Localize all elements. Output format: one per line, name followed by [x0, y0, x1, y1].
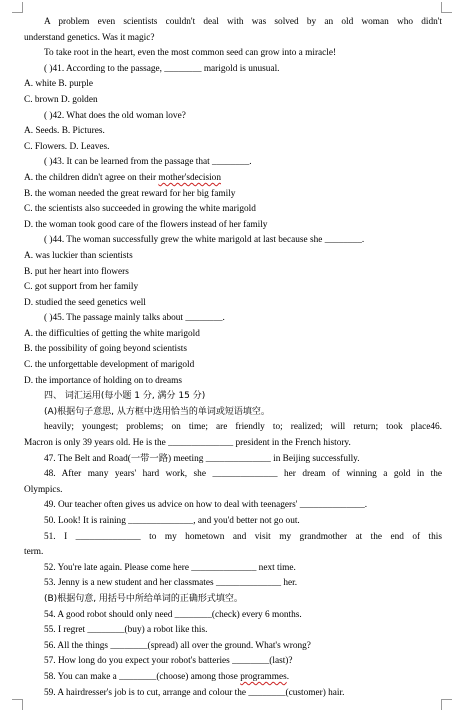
text-line: A. white B. purple	[24, 79, 93, 90]
text-line: A. the difficulties of getting the white marigold	[24, 328, 200, 339]
text-segment: A. the children didn't agree on their	[24, 172, 159, 183]
text-line: 四、 词汇运用(每小题 1 分, 满分 15 分)	[44, 391, 206, 402]
text-line: C. the scientists also succeeded in growing the white marigold	[24, 204, 256, 215]
text-line: B. put her heart into flowers	[24, 266, 129, 277]
text-line: ( )42. What does the old woman love?	[44, 110, 186, 121]
text-line: 50. Look! It is raining ______________, and you'd better not go out.	[44, 516, 300, 526]
text-line: A. was luckier than scientists	[24, 250, 133, 261]
text-line: 52. You're late again. Please come here ______________ next time.	[44, 562, 296, 573]
text-segment: 58. You can make a ________(choose) among those	[44, 671, 241, 682]
text-line: 47. The Belt and Road(一带一路) meeting ______________ in Beijing successfully.	[44, 453, 360, 464]
text-segment: .	[286, 671, 290, 682]
text-line: 57. How long do you expect your robot's batteries ________(last)?	[44, 656, 293, 667]
document-body	[24, 15, 442, 701]
text-line: 49. Our teacher often gives us advice on how to deal with teenagers' ______________.	[44, 500, 368, 511]
text-line: term.	[24, 547, 44, 558]
text-line: 48. After many years' hard work, she ______________ her dream of winning a gold in the	[44, 469, 442, 480]
text-line: D. the woman took good care of the flowers instead of her family	[24, 219, 268, 230]
text-line: C. the unforgettable development of marigold	[24, 360, 195, 371]
page-corner-mark-bottom-right	[441, 699, 452, 710]
page-corner-mark-top-right	[441, 2, 452, 13]
text-line: 51. I ______________ to my hometown and visit my grandmother at the end of this	[44, 531, 442, 542]
text-line: D. the importance of holding on to dreams	[24, 375, 183, 386]
text-line: ( )43. It can be learned from the passage that ________.	[44, 157, 252, 168]
text-line: C. got support from her family	[24, 282, 139, 293]
text-line: ( )45. The passage mainly talks about ________.	[44, 313, 225, 324]
text-line: A problem even scientists couldn't deal with was solved by an old woman who didn't	[44, 17, 442, 27]
text-line: B. the possibility of going beyond scientists	[24, 344, 187, 355]
text-line: (A)根据句子意思, 从方框中选用恰当的单词或短语填空。	[44, 406, 270, 417]
text-line: 56. All the things ________(spread) all over the ground. What's wrong?	[44, 640, 311, 651]
text-line: C. brown D. golden	[24, 94, 98, 105]
text-line: (B)根据句意, 用括号中所给单词的正确形式填空。	[44, 593, 243, 604]
text-line: A. Seeds. B. Pictures.	[24, 126, 105, 137]
text-line: 59. A hairdresser's job is to cut, arrange and colour the ________(customer) hair.	[44, 687, 345, 698]
page-corner-mark-top-left	[12, 2, 23, 13]
text-line: 53. Jenny is a new student and her classmates ______________ her.	[44, 578, 298, 589]
text-line: 54. A good robot should only need ________(check) every 6 months.	[44, 609, 302, 620]
text-line	[24, 171, 442, 187]
page-corner-mark-bottom-left	[12, 699, 23, 710]
text-line: understand genetics. Was it magic?	[24, 32, 155, 43]
text-line: D. studied the seed genetics well	[24, 297, 146, 308]
text-line: To take root in the heart, even the most common seed can grow into a miracle!	[44, 48, 337, 59]
text-line	[24, 670, 442, 686]
spellcheck-underlined-word: programmes	[240, 671, 287, 682]
text-line: Olympics.	[24, 484, 63, 495]
text-line: 55. I regret ________(buy) a robot like this.	[44, 625, 208, 636]
text-line: ( )41. According to the passage, ________ marigold is unusual.	[44, 63, 280, 74]
text-line: Macron is only 39 years old. He is the ______________ president in the French history.	[24, 438, 351, 449]
spellcheck-underlined-word: mother'sdecision	[158, 172, 221, 183]
text-line: B. the woman needed the great reward for her big family	[24, 188, 236, 199]
text-line: ( )44. The woman successfully grew the white marigold at last because she ________.	[44, 235, 365, 246]
text-line: heavily; youngest; problems; on time; are friendly to; realized; will return; took place46.	[44, 422, 442, 433]
text-line: C. Flowers. D. Leaves.	[24, 141, 110, 152]
